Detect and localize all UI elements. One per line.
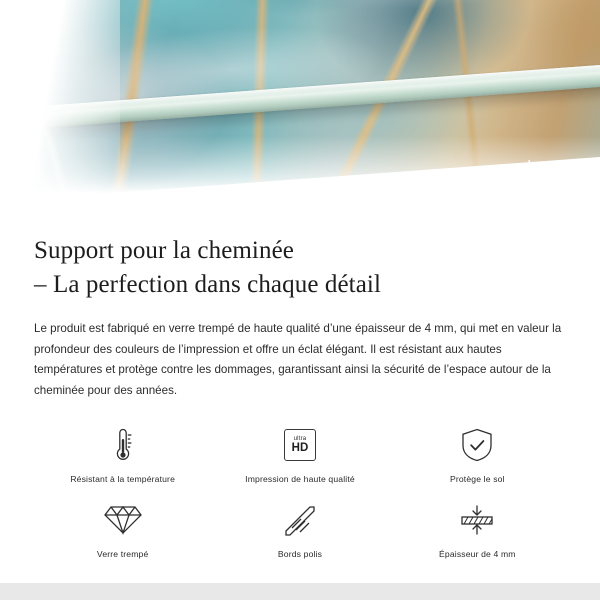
ultra-hd-box bbox=[284, 429, 316, 461]
page-title-line-2: – La perfection dans chaque détail bbox=[34, 271, 381, 298]
feature-item-temperature bbox=[34, 423, 211, 484]
feature-item-floor-protection bbox=[389, 423, 566, 484]
thermometer-icon bbox=[111, 423, 135, 467]
feature-label: Impression de haute qualité bbox=[245, 474, 355, 485]
feature-grid bbox=[34, 423, 566, 559]
feature-label: Bords polis bbox=[277, 549, 323, 560]
diamond-icon bbox=[103, 498, 143, 542]
page-title-line-1: Support pour la cheminée bbox=[34, 237, 294, 264]
ultra-hd-top-text: ultra bbox=[293, 435, 307, 442]
feature-item-polished-edges bbox=[211, 498, 388, 559]
page-title bbox=[34, 234, 566, 302]
feature-label: Résistant à la température bbox=[70, 474, 176, 485]
polished-edges-icon bbox=[283, 498, 317, 542]
feature-label: Protège le sol bbox=[449, 474, 505, 485]
description-paragraph: Le produit est fabriqué en verre trempé de haute qualité d’une épaisseur de 4 mm, qui met en valeur la profondeur des couleurs de l’impression et offre un éclat élégant. Il est résistant aux hautes températures et protège contre les dommages, garantissant ainsi la sécurité de l’espace autour de la cheminée pour des années. bbox=[34, 322, 562, 397]
footer-bar bbox=[0, 583, 600, 600]
feature-item-print-quality bbox=[211, 423, 388, 484]
feature-item-tempered-glass bbox=[34, 498, 211, 559]
content-block bbox=[0, 234, 600, 559]
feature-item-thickness bbox=[389, 498, 566, 559]
bottom-white-fade bbox=[0, 136, 600, 216]
feature-label: Épaisseur de 4 mm bbox=[439, 549, 516, 560]
feature-label: Verre trempé bbox=[96, 549, 149, 560]
hero-image bbox=[0, 0, 600, 216]
ultra-hd-main-text: HD bbox=[291, 441, 309, 454]
thickness-4mm-icon bbox=[458, 498, 496, 542]
shield-check-icon bbox=[460, 423, 494, 467]
ultra-hd-badge-icon bbox=[284, 423, 316, 467]
glass-panel-render bbox=[0, 0, 600, 216]
